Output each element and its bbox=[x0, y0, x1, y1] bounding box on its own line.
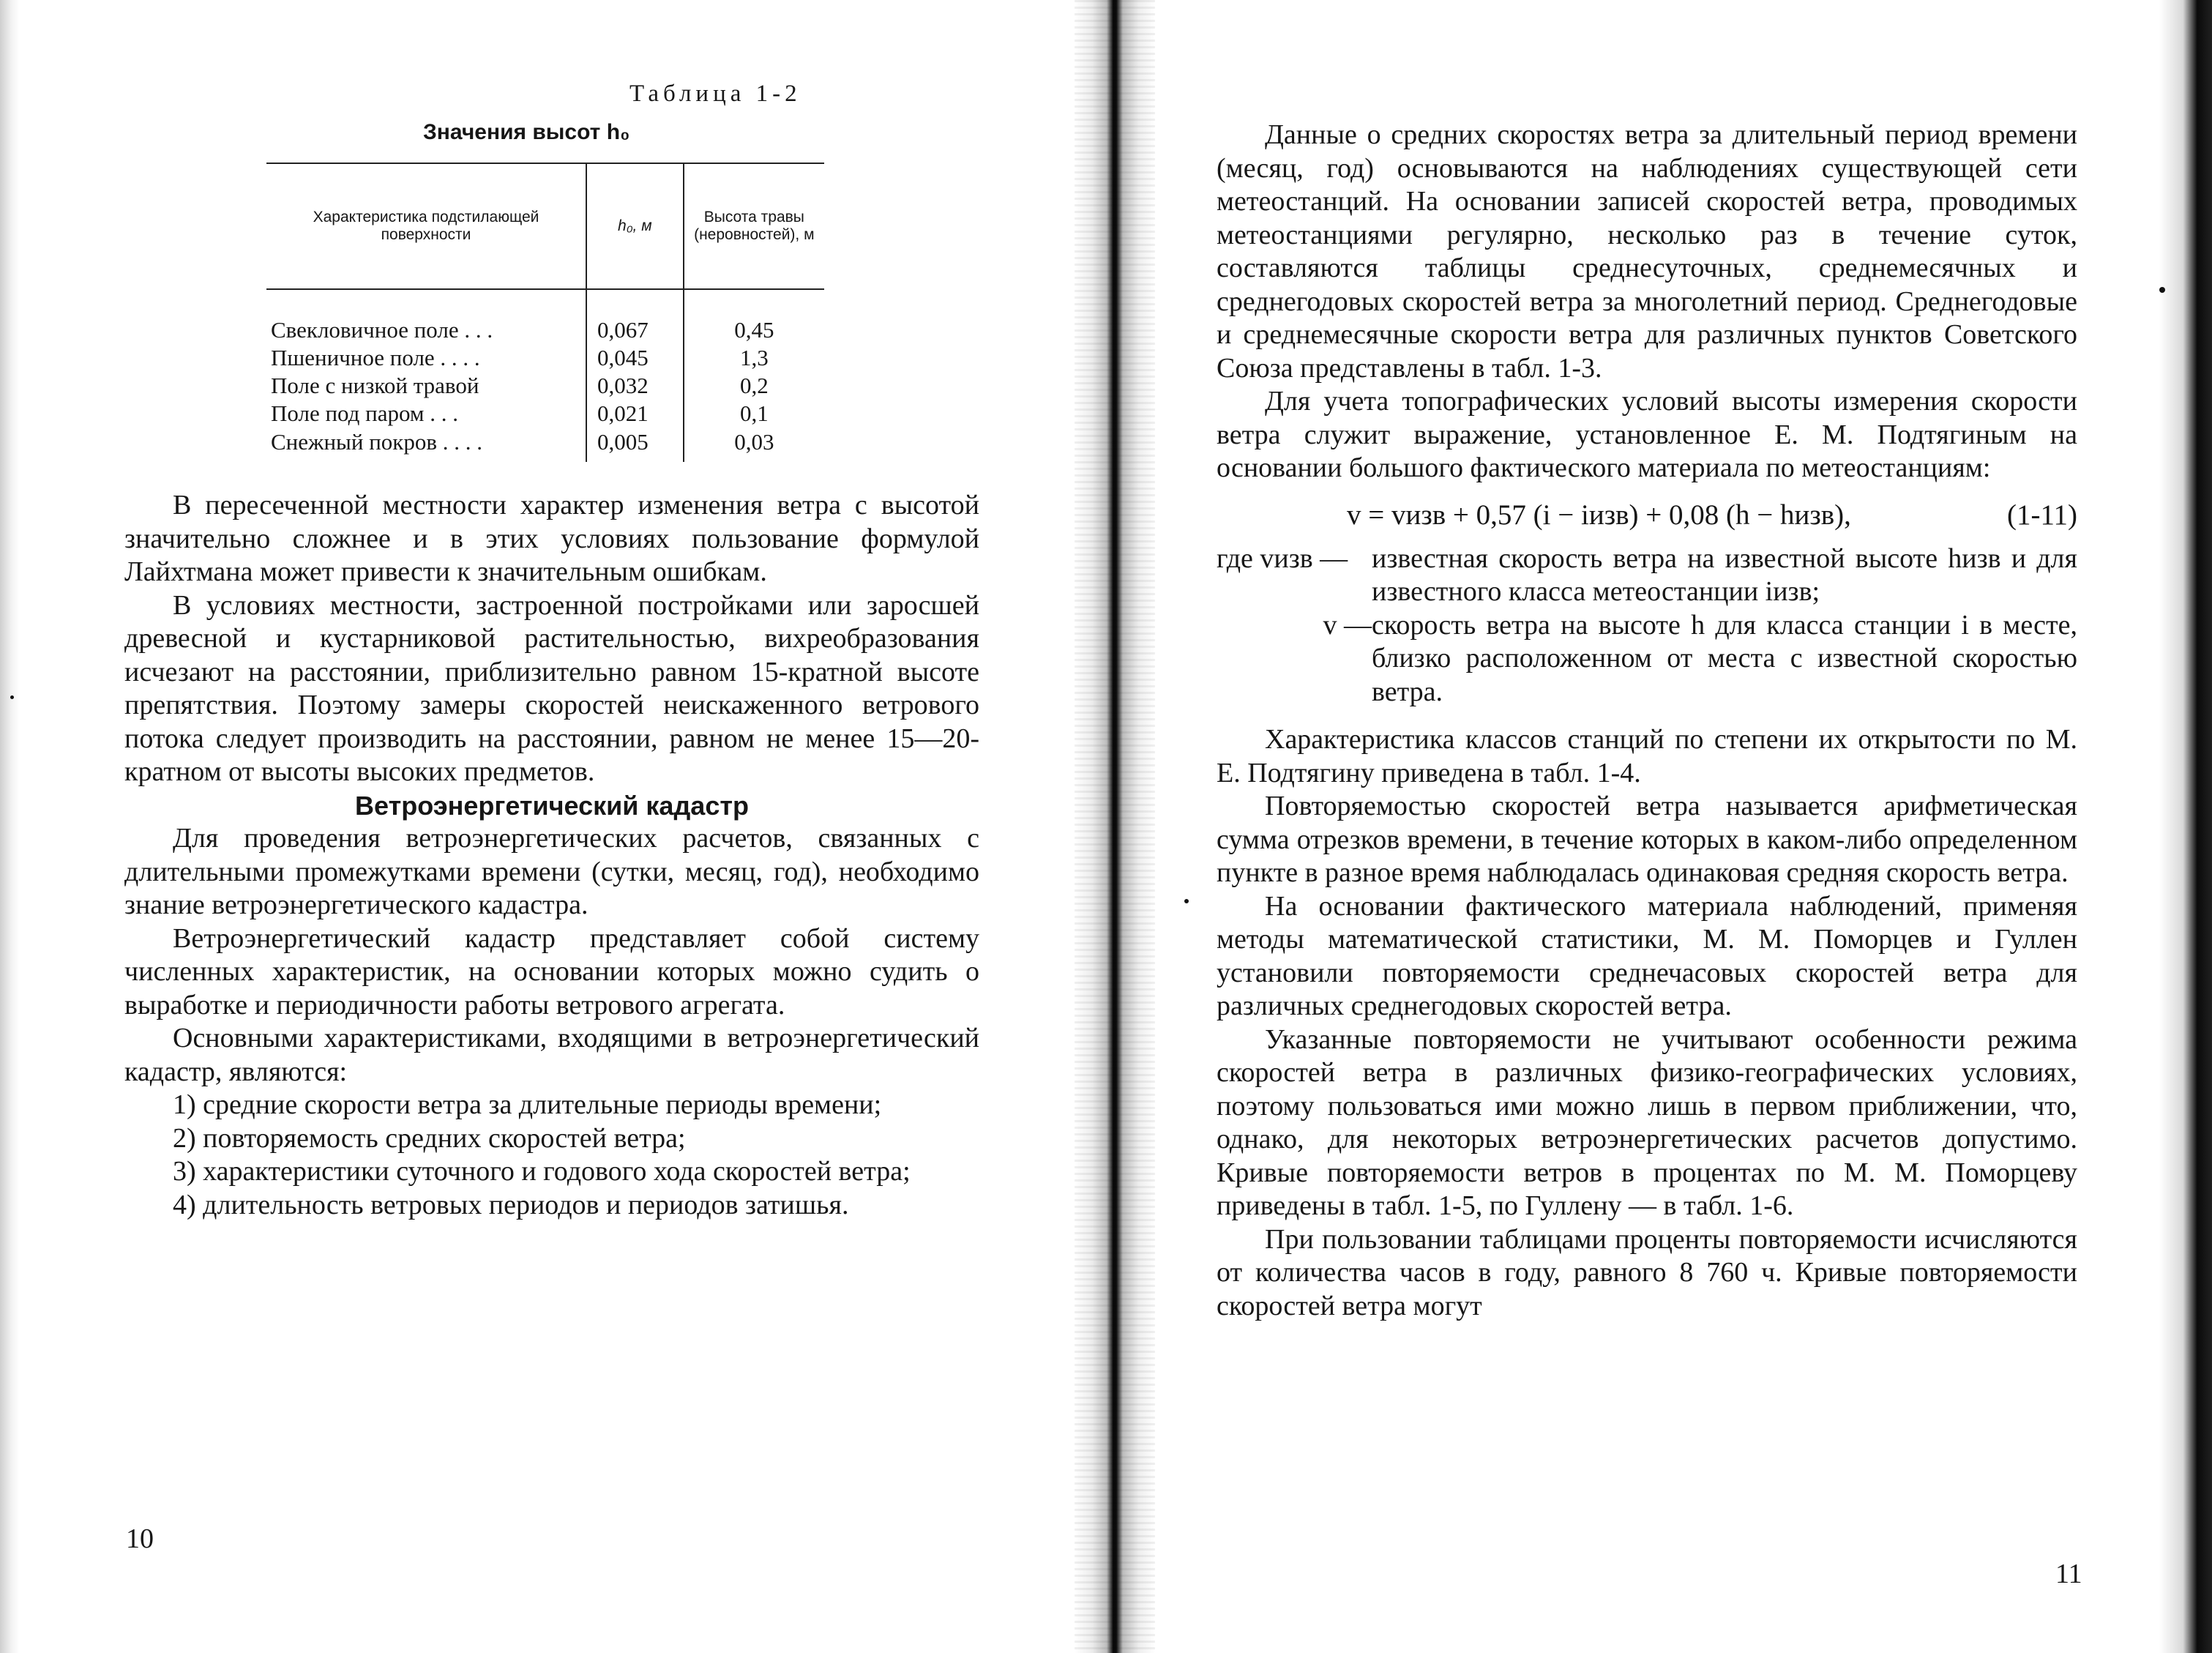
cell-grass: 0,2 bbox=[739, 373, 769, 399]
table-row bbox=[266, 428, 824, 462]
page-number-right: 11 bbox=[2055, 1559, 2082, 1589]
right-body-text bbox=[1217, 119, 2077, 1323]
table-row bbox=[266, 372, 824, 400]
cell-h0: 0,067 bbox=[586, 289, 684, 344]
paragraph: В пересеченной местности характер изменения ветра с высотой значительно сложнее и в этих условиях пользование формулой Лайхтмана может привести к значительным ошибкам. bbox=[124, 490, 979, 587]
cell-h0: 0,032 bbox=[586, 372, 684, 400]
right-scan-edge bbox=[2159, 0, 2212, 1653]
legend-symbol: где vизв — bbox=[1217, 542, 1348, 574]
legend-entry bbox=[1217, 609, 2077, 709]
formula-1-11 bbox=[1217, 490, 2077, 538]
paragraph: Ветроэнергетический кадастр представляет собой систему численных характеристик, на основании которых можно судить о выработке и периодичности работы ветрового агрегата. bbox=[124, 922, 979, 1020]
paragraph: Основными характеристиками, входящими в ветроэнергетический кадастр, являются: bbox=[124, 1023, 979, 1087]
formula-legend bbox=[1217, 542, 2077, 709]
paragraph: В условиях местности, застроенной постройками или заросшей древесной и кустарниковой растительностью, вихреобразования исчезают на расстоянии, приблизительно равном 15-кратной высоте препятствия. Поэтому замеры скоростей неискаженного ветрового потока следует производить на расстоянии, равном не менее 15—20-кратном от высоты высоких предметов. bbox=[124, 589, 979, 787]
header-h0: h₀, м bbox=[586, 163, 684, 289]
table-caption: Таблица 1-2 bbox=[629, 81, 802, 107]
paragraph: Для учета топографических условий высоты измерения скорости ветра служит выражение, установленное Е. М. Подтягиным на основании большого фактического материала по метеостанциям: bbox=[1217, 386, 2077, 483]
cell-h0: 0,045 bbox=[586, 344, 684, 372]
paragraph: Характеристика классов станций по степени их открытости по М. Е. Подтягину приведена в табл. 1-4. bbox=[1217, 724, 2077, 788]
formula-number: (1-11) bbox=[2006, 499, 2077, 531]
legend-symbol: v — bbox=[1323, 609, 1372, 641]
cell-surface: Свекловичное поле . . . bbox=[266, 289, 586, 344]
paragraph: При пользовании таблицами проценты повторяемости исчисляются от количества часов в году, равного 8 760 ч. Кривые повторяемости скоростей ветра могут bbox=[1217, 1223, 2077, 1321]
heights-table bbox=[266, 163, 824, 462]
cell-h0: 0,005 bbox=[586, 428, 684, 462]
scan-speck bbox=[1184, 899, 1189, 903]
list-item: 1) средние скорости ветра за длительные периоды времени; bbox=[173, 1089, 882, 1120]
cell-grass: 1,3 bbox=[739, 345, 769, 371]
table-row bbox=[266, 289, 824, 344]
table-row bbox=[266, 344, 824, 372]
paragraph: Указанные повторяемости не учитывают особенности режима скоростей ветра в различных физико-географических условиях, поэтому пользоваться ими можно лишь в первом приближении, что, однако, для некоторых ветроэнергетических расчетов допустимо. Кривые повторяемости ветров в процентах по М. М. Поморцеву приведены в табл. 1-5, по Гуллену — в табл. 1-6. bbox=[1217, 1023, 2077, 1221]
header-surface: Характеристика подстилающей поверхности bbox=[266, 163, 586, 289]
table-title: Значения высот h₀ bbox=[423, 120, 630, 144]
left-body-text bbox=[124, 489, 979, 1222]
table-header-row bbox=[266, 163, 824, 289]
scan-speck bbox=[10, 695, 14, 699]
page-number-left: 10 bbox=[126, 1523, 154, 1554]
cell-surface: Поле с низкой травой bbox=[266, 372, 586, 400]
cell-grass: 0,03 bbox=[734, 428, 774, 455]
book-gutter bbox=[1075, 0, 1155, 1653]
list-item: 2) повторяемость средних скоростей ветра; bbox=[173, 1122, 686, 1154]
formula-expression: v = vизв + 0,57 (i − iизв) + 0,08 (h − hизв), bbox=[1347, 499, 1851, 531]
legend-entry bbox=[1217, 542, 2077, 609]
left-page bbox=[0, 0, 1075, 1653]
legend-description: известная скорость ветра на известной высоте hизв и для известного класса метеостанции iизв; bbox=[1372, 542, 2077, 607]
list-item: 4) длительность ветровых периодов и периодов затишья. bbox=[173, 1189, 849, 1220]
table-row bbox=[266, 400, 824, 428]
cell-grass: 0,1 bbox=[739, 400, 769, 427]
paragraph: Для проведения ветроэнергетических расчетов, связанных с длительными промежутками времени (сутки, месяц, год), необходимо знание ветроэнергетического кадастра. bbox=[124, 823, 979, 920]
paragraph: Данные о средних скоростях ветра за длительный период времени (месяц, год) основываются на наблюдениях существующей сети метеостанций. На основании записей скоростей ветра, проводимых метеостанциями регулярно, несколько раз в течение суток, составляются таблицы среднесуточных, среднемесячных и среднегодовых скоростей ветра за многолетний период. Среднегодовые и среднемесячные скорости ветра для различных пунктов Советского Союза представлены в табл. 1-3. bbox=[1217, 119, 2077, 384]
scan-speck bbox=[2159, 287, 2165, 293]
header-grass-height: Высота травы (неровностей), м bbox=[684, 163, 824, 289]
cell-grass: 0,45 bbox=[734, 317, 774, 343]
cell-surface: Поле под паром . . . bbox=[266, 400, 586, 428]
paragraph: На основании фактического материала наблюдений, применяя методы математической статистики, М. М. Поморцев и Гуллен установили повторяемости среднечасовых скоростей ветра для различных среднегодовых скоростей ветра. bbox=[1217, 890, 2077, 1021]
paragraph: Повторяемостью скоростей ветра называется арифметическая сумма отрезков времени, в течение которых в каком-либо определенном пункте в разное время наблюдалась одинаковая средняя скорость ветра. bbox=[1217, 791, 2077, 888]
list-item: 3) характеристики суточного и годового хода скоростей ветра; bbox=[173, 1156, 911, 1187]
cell-surface: Снежный покров . . . . bbox=[266, 428, 586, 462]
legend-description: скорость ветра на высоте h для класса станции i в месте, близко расположенном от места с известной скоростью ветра. bbox=[1372, 609, 2077, 707]
cell-surface: Пшеничное поле . . . . bbox=[266, 344, 586, 372]
cell-h0: 0,021 bbox=[586, 400, 684, 428]
section-heading: Ветроэнергетический кадастр bbox=[355, 790, 749, 821]
